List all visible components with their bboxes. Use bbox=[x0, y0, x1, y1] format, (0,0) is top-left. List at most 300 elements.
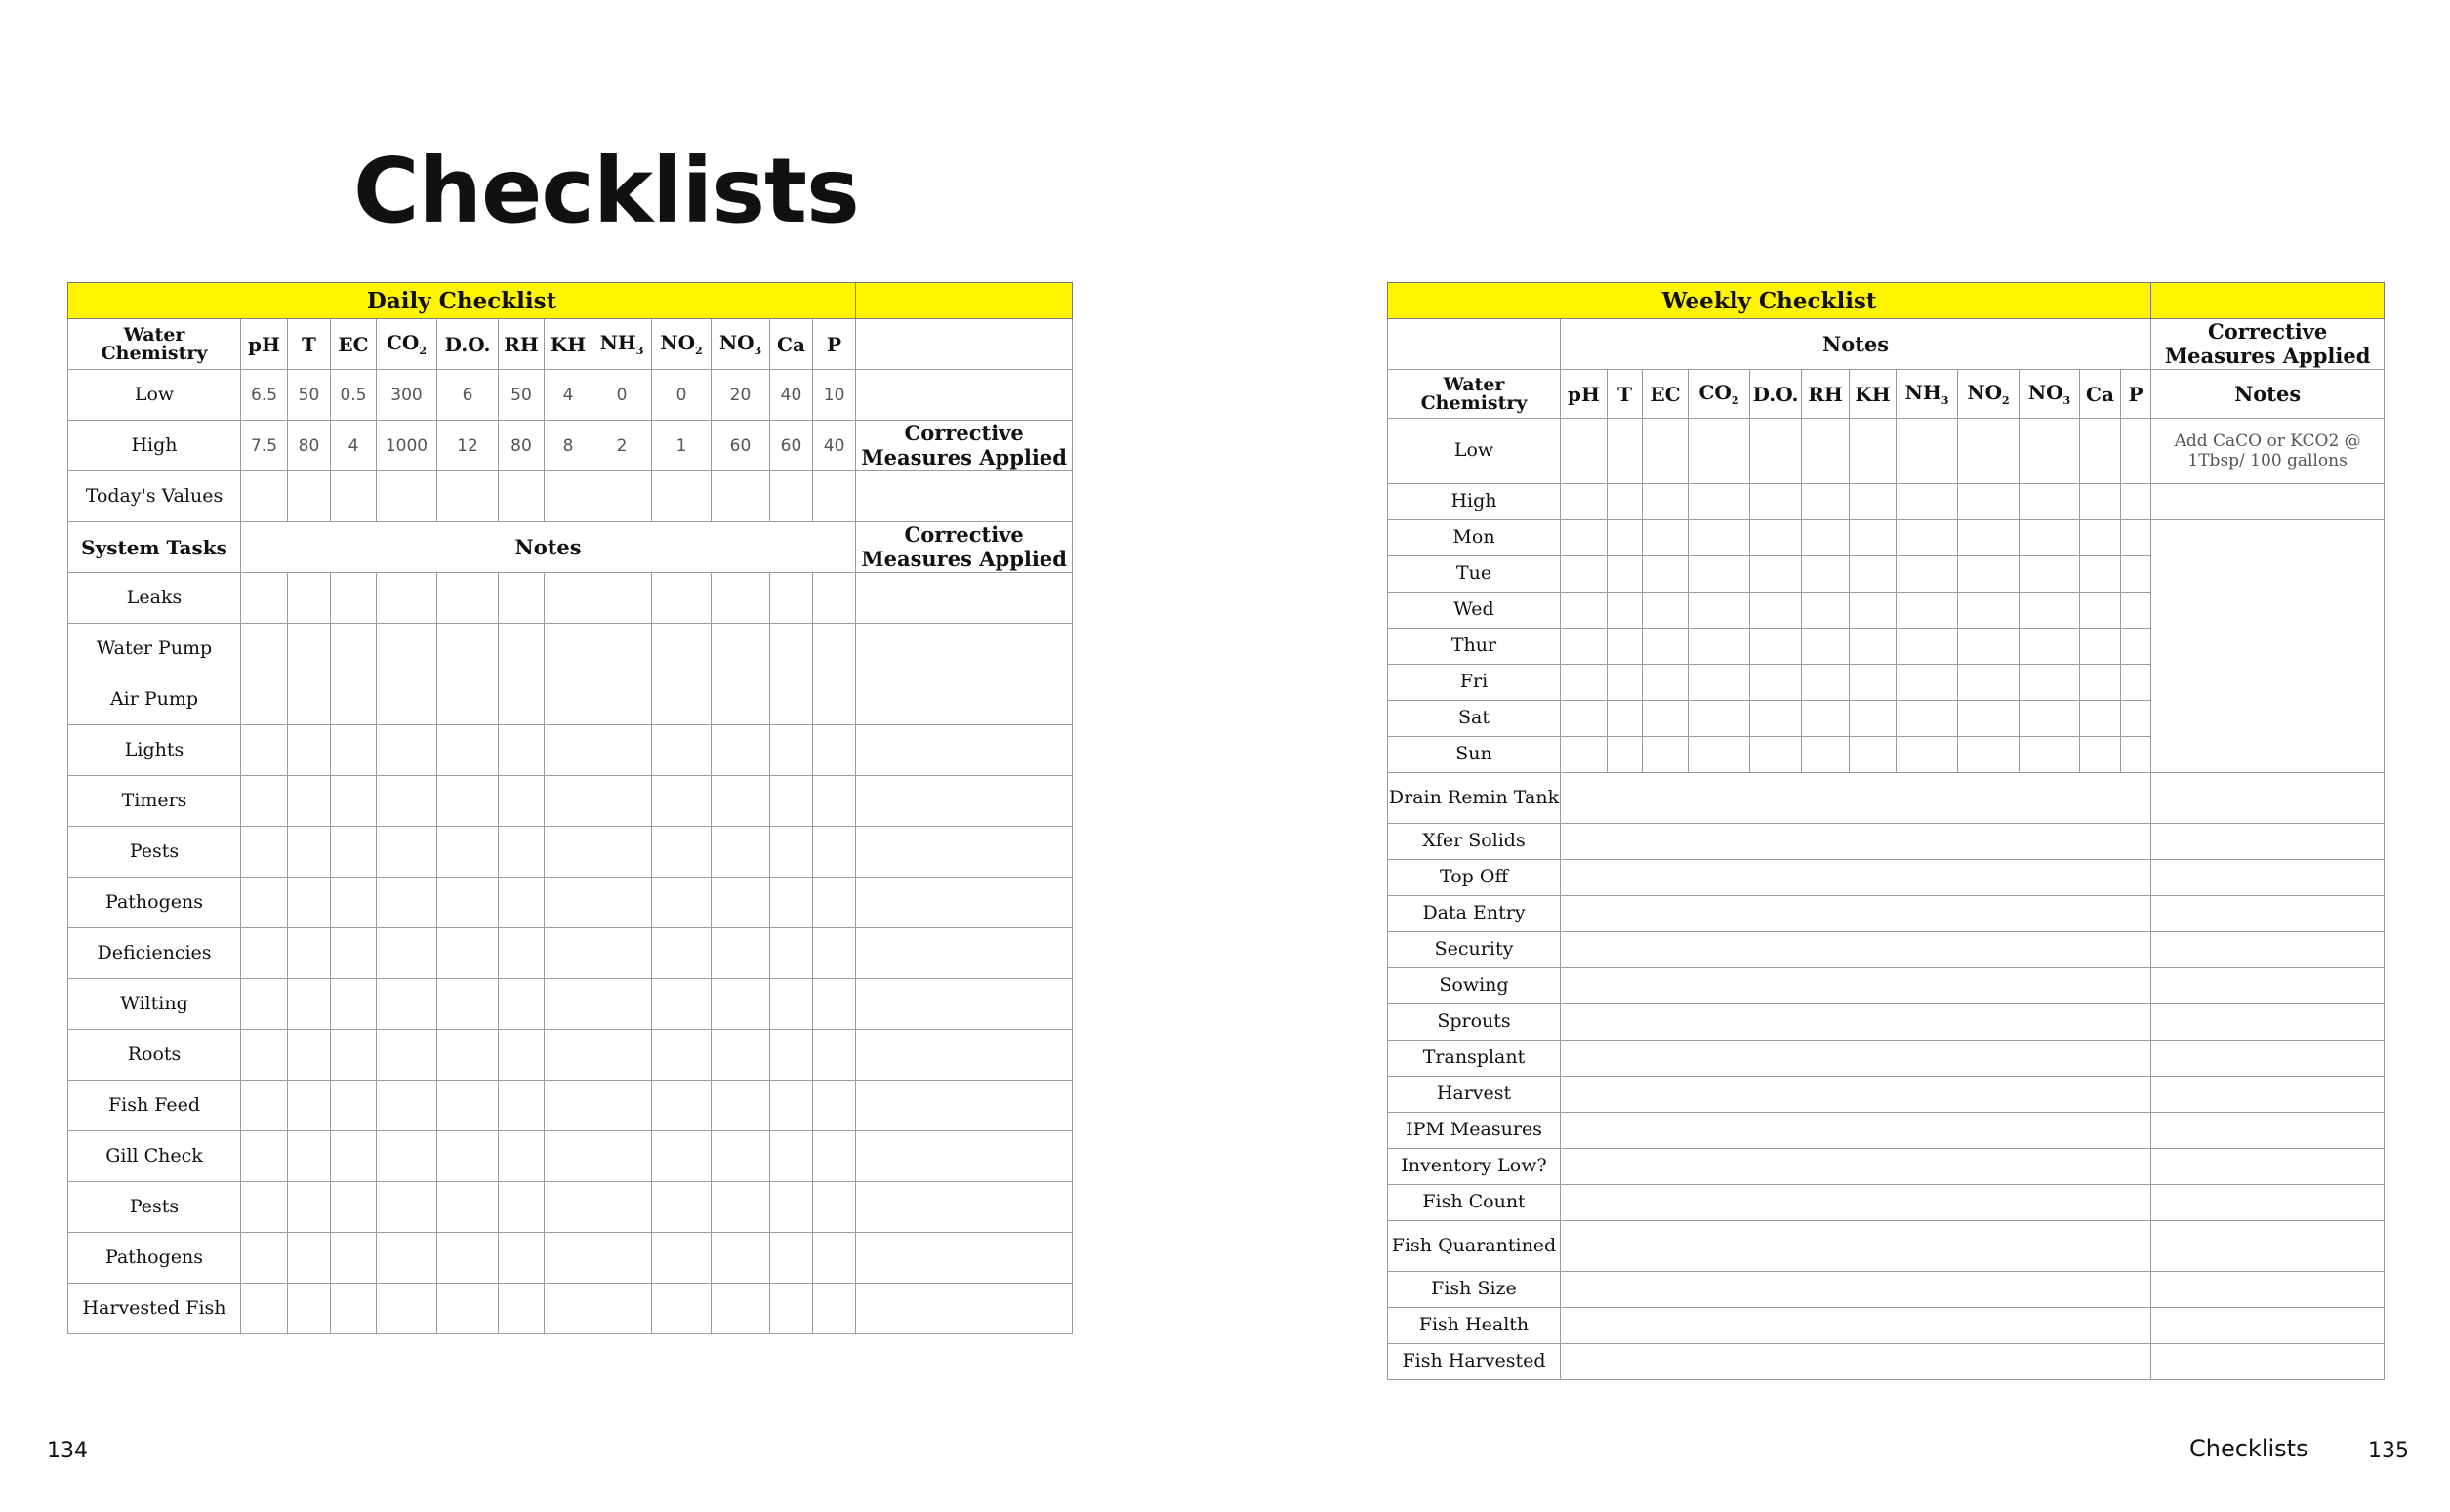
task-check-cell[interactable] bbox=[241, 624, 288, 674]
task-check-cell[interactable] bbox=[331, 1131, 377, 1182]
task-check-cell[interactable] bbox=[592, 1030, 652, 1081]
task-check-cell[interactable] bbox=[288, 1233, 331, 1284]
high-value-cell[interactable] bbox=[1750, 484, 1802, 520]
task-check-cell[interactable] bbox=[592, 1233, 652, 1284]
task-check-cell[interactable] bbox=[813, 725, 856, 776]
task-check-cell[interactable] bbox=[813, 979, 856, 1030]
task-check-cell[interactable] bbox=[770, 624, 813, 674]
task-check-cell[interactable] bbox=[377, 776, 437, 827]
day-value-cell[interactable] bbox=[1643, 737, 1689, 773]
day-value-cell[interactable] bbox=[1802, 665, 1850, 701]
day-value-cell[interactable] bbox=[2020, 737, 2080, 773]
task-check-cell[interactable] bbox=[377, 1030, 437, 1081]
task-notes-cell[interactable] bbox=[1561, 773, 2151, 824]
low-value-cell[interactable] bbox=[1561, 419, 1608, 484]
todays-value-cell[interactable] bbox=[652, 471, 712, 522]
task-check-cell[interactable] bbox=[331, 878, 377, 928]
task-check-cell[interactable] bbox=[437, 674, 499, 725]
task-check-cell[interactable] bbox=[545, 1081, 592, 1131]
day-value-cell[interactable] bbox=[1643, 701, 1689, 737]
day-value-cell[interactable] bbox=[1750, 593, 1802, 629]
low-value-cell[interactable] bbox=[1802, 419, 1850, 484]
task-check-cell[interactable] bbox=[331, 1284, 377, 1334]
task-check-cell[interactable] bbox=[545, 725, 592, 776]
day-value-cell[interactable] bbox=[2020, 629, 2080, 665]
day-value-cell[interactable] bbox=[1802, 593, 1850, 629]
corrective-cell[interactable] bbox=[856, 878, 1073, 928]
task-check-cell[interactable] bbox=[770, 878, 813, 928]
day-value-cell[interactable] bbox=[1689, 665, 1750, 701]
task-check-cell[interactable] bbox=[377, 674, 437, 725]
corrective-cell[interactable] bbox=[856, 827, 1073, 878]
todays-value-cell[interactable] bbox=[545, 471, 592, 522]
task-check-cell[interactable] bbox=[770, 1182, 813, 1233]
task-check-cell[interactable] bbox=[499, 878, 545, 928]
task-check-cell[interactable] bbox=[712, 1081, 770, 1131]
task-check-cell[interactable] bbox=[241, 928, 288, 979]
day-value-cell[interactable] bbox=[1958, 665, 2020, 701]
task-check-cell[interactable] bbox=[331, 725, 377, 776]
task-check-cell[interactable] bbox=[592, 1081, 652, 1131]
task-check-cell[interactable] bbox=[288, 674, 331, 725]
task-check-cell[interactable] bbox=[545, 1182, 592, 1233]
task-check-cell[interactable] bbox=[813, 1182, 856, 1233]
task-check-cell[interactable] bbox=[377, 1233, 437, 1284]
corrective-cell[interactable] bbox=[2151, 1077, 2385, 1113]
task-check-cell[interactable] bbox=[288, 1081, 331, 1131]
todays-value-cell[interactable] bbox=[499, 471, 545, 522]
task-check-cell[interactable] bbox=[331, 1030, 377, 1081]
task-check-cell[interactable] bbox=[331, 674, 377, 725]
task-check-cell[interactable] bbox=[770, 725, 813, 776]
task-check-cell[interactable] bbox=[652, 928, 712, 979]
task-check-cell[interactable] bbox=[652, 1081, 712, 1131]
task-check-cell[interactable] bbox=[712, 1182, 770, 1233]
todays-value-cell[interactable] bbox=[437, 471, 499, 522]
task-check-cell[interactable] bbox=[499, 1081, 545, 1131]
task-notes-cell[interactable] bbox=[1561, 1221, 2151, 1272]
day-value-cell[interactable] bbox=[1750, 737, 1802, 773]
task-check-cell[interactable] bbox=[288, 1182, 331, 1233]
day-value-cell[interactable] bbox=[1750, 665, 1802, 701]
task-check-cell[interactable] bbox=[241, 573, 288, 624]
task-check-cell[interactable] bbox=[770, 1131, 813, 1182]
task-check-cell[interactable] bbox=[592, 1131, 652, 1182]
corrective-cell[interactable] bbox=[856, 1233, 1073, 1284]
day-value-cell[interactable] bbox=[1850, 556, 1897, 593]
corrective-cell[interactable] bbox=[2151, 1004, 2385, 1041]
task-check-cell[interactable] bbox=[288, 1131, 331, 1182]
task-check-cell[interactable] bbox=[437, 725, 499, 776]
task-check-cell[interactable] bbox=[241, 1081, 288, 1131]
task-check-cell[interactable] bbox=[545, 1233, 592, 1284]
task-check-cell[interactable] bbox=[813, 1081, 856, 1131]
task-notes-cell[interactable] bbox=[1561, 860, 2151, 896]
task-check-cell[interactable] bbox=[712, 1284, 770, 1334]
task-check-cell[interactable] bbox=[813, 1233, 856, 1284]
task-check-cell[interactable] bbox=[770, 827, 813, 878]
corrective-cell[interactable] bbox=[2151, 1149, 2385, 1185]
corrective-cell[interactable] bbox=[2151, 824, 2385, 860]
day-value-cell[interactable] bbox=[1850, 593, 1897, 629]
task-check-cell[interactable] bbox=[288, 1030, 331, 1081]
task-check-cell[interactable] bbox=[499, 725, 545, 776]
task-check-cell[interactable] bbox=[288, 776, 331, 827]
task-check-cell[interactable] bbox=[437, 573, 499, 624]
day-value-cell[interactable] bbox=[1802, 629, 1850, 665]
task-check-cell[interactable] bbox=[499, 979, 545, 1030]
task-check-cell[interactable] bbox=[499, 624, 545, 674]
task-check-cell[interactable] bbox=[652, 1030, 712, 1081]
day-value-cell[interactable] bbox=[2080, 629, 2121, 665]
day-value-cell[interactable] bbox=[2080, 520, 2121, 556]
task-check-cell[interactable] bbox=[437, 1131, 499, 1182]
corrective-cell[interactable] bbox=[856, 1284, 1073, 1334]
task-check-cell[interactable] bbox=[331, 827, 377, 878]
task-check-cell[interactable] bbox=[652, 624, 712, 674]
task-check-cell[interactable] bbox=[545, 573, 592, 624]
task-check-cell[interactable] bbox=[499, 928, 545, 979]
task-check-cell[interactable] bbox=[712, 1233, 770, 1284]
task-check-cell[interactable] bbox=[499, 1284, 545, 1334]
task-check-cell[interactable] bbox=[712, 776, 770, 827]
task-notes-cell[interactable] bbox=[1561, 1077, 2151, 1113]
task-check-cell[interactable] bbox=[331, 1182, 377, 1233]
corrective-cell[interactable] bbox=[856, 1030, 1073, 1081]
task-check-cell[interactable] bbox=[652, 573, 712, 624]
task-check-cell[interactable] bbox=[712, 1030, 770, 1081]
high-value-cell[interactable] bbox=[2020, 484, 2080, 520]
task-check-cell[interactable] bbox=[437, 776, 499, 827]
task-check-cell[interactable] bbox=[499, 827, 545, 878]
day-value-cell[interactable] bbox=[2080, 665, 2121, 701]
day-value-cell[interactable] bbox=[1561, 701, 1608, 737]
task-check-cell[interactable] bbox=[712, 725, 770, 776]
day-value-cell[interactable] bbox=[1750, 520, 1802, 556]
task-check-cell[interactable] bbox=[813, 1284, 856, 1334]
task-check-cell[interactable] bbox=[331, 776, 377, 827]
task-notes-cell[interactable] bbox=[1561, 1308, 2151, 1344]
task-check-cell[interactable] bbox=[712, 979, 770, 1030]
low-value-cell[interactable] bbox=[1958, 419, 2020, 484]
task-check-cell[interactable] bbox=[712, 928, 770, 979]
day-value-cell[interactable] bbox=[1643, 593, 1689, 629]
task-check-cell[interactable] bbox=[652, 1284, 712, 1334]
task-notes-cell[interactable] bbox=[1561, 932, 2151, 968]
day-value-cell[interactable] bbox=[1643, 665, 1689, 701]
corrective-cell[interactable] bbox=[2151, 1272, 2385, 1308]
corrective-cell[interactable] bbox=[2151, 773, 2385, 824]
day-value-cell[interactable] bbox=[1958, 556, 2020, 593]
task-check-cell[interactable] bbox=[592, 725, 652, 776]
high-value-cell[interactable] bbox=[2121, 484, 2151, 520]
day-value-cell[interactable] bbox=[1958, 701, 2020, 737]
task-notes-cell[interactable] bbox=[1561, 1041, 2151, 1077]
corrective-cell[interactable] bbox=[856, 624, 1073, 674]
task-check-cell[interactable] bbox=[712, 674, 770, 725]
task-check-cell[interactable] bbox=[770, 1030, 813, 1081]
day-value-cell[interactable] bbox=[1850, 737, 1897, 773]
task-check-cell[interactable] bbox=[437, 624, 499, 674]
low-value-cell[interactable] bbox=[2080, 419, 2121, 484]
task-check-cell[interactable] bbox=[331, 624, 377, 674]
day-value-cell[interactable] bbox=[1850, 520, 1897, 556]
corrective-cell[interactable] bbox=[856, 674, 1073, 725]
day-value-cell[interactable] bbox=[1958, 629, 2020, 665]
task-check-cell[interactable] bbox=[288, 878, 331, 928]
task-check-cell[interactable] bbox=[377, 1131, 437, 1182]
task-check-cell[interactable] bbox=[813, 674, 856, 725]
task-check-cell[interactable] bbox=[499, 674, 545, 725]
task-check-cell[interactable] bbox=[770, 1284, 813, 1334]
task-check-cell[interactable] bbox=[288, 979, 331, 1030]
task-check-cell[interactable] bbox=[592, 827, 652, 878]
low-value-cell[interactable] bbox=[1897, 419, 1958, 484]
task-check-cell[interactable] bbox=[592, 878, 652, 928]
task-check-cell[interactable] bbox=[813, 1131, 856, 1182]
day-value-cell[interactable] bbox=[2020, 593, 2080, 629]
day-value-cell[interactable] bbox=[1608, 629, 1643, 665]
task-check-cell[interactable] bbox=[712, 827, 770, 878]
task-check-cell[interactable] bbox=[499, 1182, 545, 1233]
task-check-cell[interactable] bbox=[288, 1284, 331, 1334]
day-value-cell[interactable] bbox=[1850, 629, 1897, 665]
task-check-cell[interactable] bbox=[241, 1131, 288, 1182]
task-check-cell[interactable] bbox=[652, 725, 712, 776]
task-check-cell[interactable] bbox=[377, 1182, 437, 1233]
day-value-cell[interactable] bbox=[1897, 520, 1958, 556]
day-value-cell[interactable] bbox=[2121, 593, 2151, 629]
task-check-cell[interactable] bbox=[288, 573, 331, 624]
low-value-cell[interactable] bbox=[1608, 419, 1643, 484]
task-check-cell[interactable] bbox=[592, 979, 652, 1030]
todays-value-cell[interactable] bbox=[331, 471, 377, 522]
task-notes-cell[interactable] bbox=[1561, 896, 2151, 932]
task-check-cell[interactable] bbox=[241, 827, 288, 878]
day-value-cell[interactable] bbox=[2080, 556, 2121, 593]
day-value-cell[interactable] bbox=[1608, 665, 1643, 701]
task-check-cell[interactable] bbox=[592, 573, 652, 624]
high-value-cell[interactable] bbox=[1802, 484, 1850, 520]
task-check-cell[interactable] bbox=[712, 573, 770, 624]
high-value-cell[interactable] bbox=[1897, 484, 1958, 520]
task-check-cell[interactable] bbox=[437, 1030, 499, 1081]
day-value-cell[interactable] bbox=[1561, 665, 1608, 701]
task-check-cell[interactable] bbox=[770, 573, 813, 624]
task-check-cell[interactable] bbox=[770, 776, 813, 827]
task-check-cell[interactable] bbox=[813, 776, 856, 827]
task-check-cell[interactable] bbox=[770, 1081, 813, 1131]
task-check-cell[interactable] bbox=[545, 1030, 592, 1081]
high-value-cell[interactable] bbox=[1689, 484, 1750, 520]
low-value-cell[interactable] bbox=[1750, 419, 1802, 484]
task-check-cell[interactable] bbox=[652, 776, 712, 827]
task-check-cell[interactable] bbox=[652, 827, 712, 878]
days-notes-cell[interactable] bbox=[2151, 520, 2385, 773]
day-value-cell[interactable] bbox=[2121, 701, 2151, 737]
todays-value-cell[interactable] bbox=[813, 471, 856, 522]
task-check-cell[interactable] bbox=[331, 979, 377, 1030]
corrective-cell[interactable] bbox=[856, 776, 1073, 827]
high-value-cell[interactable] bbox=[1561, 484, 1608, 520]
day-value-cell[interactable] bbox=[2080, 701, 2121, 737]
task-check-cell[interactable] bbox=[545, 776, 592, 827]
task-check-cell[interactable] bbox=[437, 979, 499, 1030]
task-check-cell[interactable] bbox=[241, 979, 288, 1030]
task-check-cell[interactable] bbox=[813, 573, 856, 624]
task-check-cell[interactable] bbox=[437, 1233, 499, 1284]
task-check-cell[interactable] bbox=[592, 1284, 652, 1334]
task-check-cell[interactable] bbox=[437, 827, 499, 878]
day-value-cell[interactable] bbox=[1643, 556, 1689, 593]
task-check-cell[interactable] bbox=[592, 674, 652, 725]
task-check-cell[interactable] bbox=[592, 624, 652, 674]
task-check-cell[interactable] bbox=[331, 1233, 377, 1284]
high-value-cell[interactable] bbox=[2080, 484, 2121, 520]
corrective-cell[interactable] bbox=[2151, 968, 2385, 1004]
day-value-cell[interactable] bbox=[1802, 701, 1850, 737]
task-check-cell[interactable] bbox=[377, 1284, 437, 1334]
low-value-cell[interactable] bbox=[2020, 419, 2080, 484]
day-value-cell[interactable] bbox=[2121, 556, 2151, 593]
task-check-cell[interactable] bbox=[288, 624, 331, 674]
corrective-cell[interactable] bbox=[2151, 1308, 2385, 1344]
task-check-cell[interactable] bbox=[437, 1284, 499, 1334]
day-value-cell[interactable] bbox=[1689, 629, 1750, 665]
task-notes-cell[interactable] bbox=[1561, 824, 2151, 860]
task-check-cell[interactable] bbox=[770, 1233, 813, 1284]
task-check-cell[interactable] bbox=[241, 725, 288, 776]
task-check-cell[interactable] bbox=[813, 928, 856, 979]
corrective-cell[interactable] bbox=[856, 573, 1073, 624]
task-check-cell[interactable] bbox=[545, 624, 592, 674]
task-notes-cell[interactable] bbox=[1561, 1185, 2151, 1221]
low-value-cell[interactable] bbox=[1643, 419, 1689, 484]
task-check-cell[interactable] bbox=[592, 928, 652, 979]
task-check-cell[interactable] bbox=[377, 878, 437, 928]
day-value-cell[interactable] bbox=[1561, 520, 1608, 556]
day-value-cell[interactable] bbox=[1750, 629, 1802, 665]
task-check-cell[interactable] bbox=[545, 1131, 592, 1182]
task-check-cell[interactable] bbox=[770, 979, 813, 1030]
task-check-cell[interactable] bbox=[241, 1030, 288, 1081]
day-value-cell[interactable] bbox=[1689, 737, 1750, 773]
corrective-cell[interactable] bbox=[2151, 1344, 2385, 1380]
high-value-cell[interactable] bbox=[1958, 484, 2020, 520]
day-value-cell[interactable] bbox=[2020, 665, 2080, 701]
corrective-cell[interactable] bbox=[2151, 1221, 2385, 1272]
day-value-cell[interactable] bbox=[1689, 593, 1750, 629]
corrective-cell[interactable] bbox=[2151, 860, 2385, 896]
day-value-cell[interactable] bbox=[1608, 593, 1643, 629]
task-check-cell[interactable] bbox=[712, 878, 770, 928]
task-check-cell[interactable] bbox=[545, 979, 592, 1030]
day-value-cell[interactable] bbox=[2121, 665, 2151, 701]
low-value-cell[interactable] bbox=[2121, 419, 2151, 484]
task-check-cell[interactable] bbox=[813, 624, 856, 674]
task-check-cell[interactable] bbox=[813, 827, 856, 878]
corrective-cell[interactable] bbox=[2151, 1185, 2385, 1221]
task-check-cell[interactable] bbox=[712, 624, 770, 674]
task-check-cell[interactable] bbox=[499, 573, 545, 624]
day-value-cell[interactable] bbox=[1643, 629, 1689, 665]
task-check-cell[interactable] bbox=[545, 928, 592, 979]
day-value-cell[interactable] bbox=[1958, 520, 2020, 556]
task-check-cell[interactable] bbox=[377, 624, 437, 674]
task-check-cell[interactable] bbox=[652, 1131, 712, 1182]
day-value-cell[interactable] bbox=[1561, 737, 1608, 773]
task-check-cell[interactable] bbox=[652, 979, 712, 1030]
corrective-cell[interactable] bbox=[856, 1081, 1073, 1131]
task-check-cell[interactable] bbox=[331, 928, 377, 979]
task-check-cell[interactable] bbox=[545, 878, 592, 928]
task-check-cell[interactable] bbox=[545, 827, 592, 878]
task-check-cell[interactable] bbox=[241, 1284, 288, 1334]
day-value-cell[interactable] bbox=[1897, 701, 1958, 737]
day-value-cell[interactable] bbox=[1802, 556, 1850, 593]
day-value-cell[interactable] bbox=[1750, 556, 1802, 593]
task-check-cell[interactable] bbox=[813, 1030, 856, 1081]
corrective-cell[interactable] bbox=[2151, 896, 2385, 932]
day-value-cell[interactable] bbox=[1689, 520, 1750, 556]
high-value-cell[interactable] bbox=[1850, 484, 1897, 520]
task-check-cell[interactable] bbox=[712, 1131, 770, 1182]
day-value-cell[interactable] bbox=[1608, 701, 1643, 737]
day-value-cell[interactable] bbox=[1850, 665, 1897, 701]
task-notes-cell[interactable] bbox=[1561, 1149, 2151, 1185]
day-value-cell[interactable] bbox=[1897, 737, 1958, 773]
task-check-cell[interactable] bbox=[652, 674, 712, 725]
task-check-cell[interactable] bbox=[499, 776, 545, 827]
task-check-cell[interactable] bbox=[652, 1182, 712, 1233]
task-check-cell[interactable] bbox=[241, 776, 288, 827]
task-check-cell[interactable] bbox=[241, 1182, 288, 1233]
low-value-cell[interactable] bbox=[1689, 419, 1750, 484]
task-check-cell[interactable] bbox=[499, 1030, 545, 1081]
corrective-cell[interactable] bbox=[2151, 932, 2385, 968]
task-check-cell[interactable] bbox=[377, 573, 437, 624]
corrective-cell[interactable] bbox=[856, 1182, 1073, 1233]
task-check-cell[interactable] bbox=[545, 1284, 592, 1334]
corrective-cell[interactable] bbox=[856, 928, 1073, 979]
day-value-cell[interactable] bbox=[2121, 629, 2151, 665]
day-value-cell[interactable] bbox=[2080, 737, 2121, 773]
day-value-cell[interactable] bbox=[2020, 556, 2080, 593]
day-value-cell[interactable] bbox=[1802, 737, 1850, 773]
day-value-cell[interactable] bbox=[1897, 593, 1958, 629]
todays-value-cell[interactable] bbox=[288, 471, 331, 522]
task-check-cell[interactable] bbox=[652, 1233, 712, 1284]
day-value-cell[interactable] bbox=[1850, 701, 1897, 737]
day-value-cell[interactable] bbox=[1561, 556, 1608, 593]
task-check-cell[interactable] bbox=[288, 827, 331, 878]
task-check-cell[interactable] bbox=[377, 725, 437, 776]
task-check-cell[interactable] bbox=[377, 979, 437, 1030]
day-value-cell[interactable] bbox=[1608, 556, 1643, 593]
day-value-cell[interactable] bbox=[2121, 520, 2151, 556]
day-value-cell[interactable] bbox=[1958, 737, 2020, 773]
task-check-cell[interactable] bbox=[331, 1081, 377, 1131]
task-check-cell[interactable] bbox=[437, 1081, 499, 1131]
task-check-cell[interactable] bbox=[241, 1233, 288, 1284]
task-check-cell[interactable] bbox=[499, 1131, 545, 1182]
day-value-cell[interactable] bbox=[1897, 629, 1958, 665]
day-value-cell[interactable] bbox=[2020, 701, 2080, 737]
task-check-cell[interactable] bbox=[288, 725, 331, 776]
task-notes-cell[interactable] bbox=[1561, 1272, 2151, 1308]
task-check-cell[interactable] bbox=[813, 878, 856, 928]
task-check-cell[interactable] bbox=[437, 1182, 499, 1233]
